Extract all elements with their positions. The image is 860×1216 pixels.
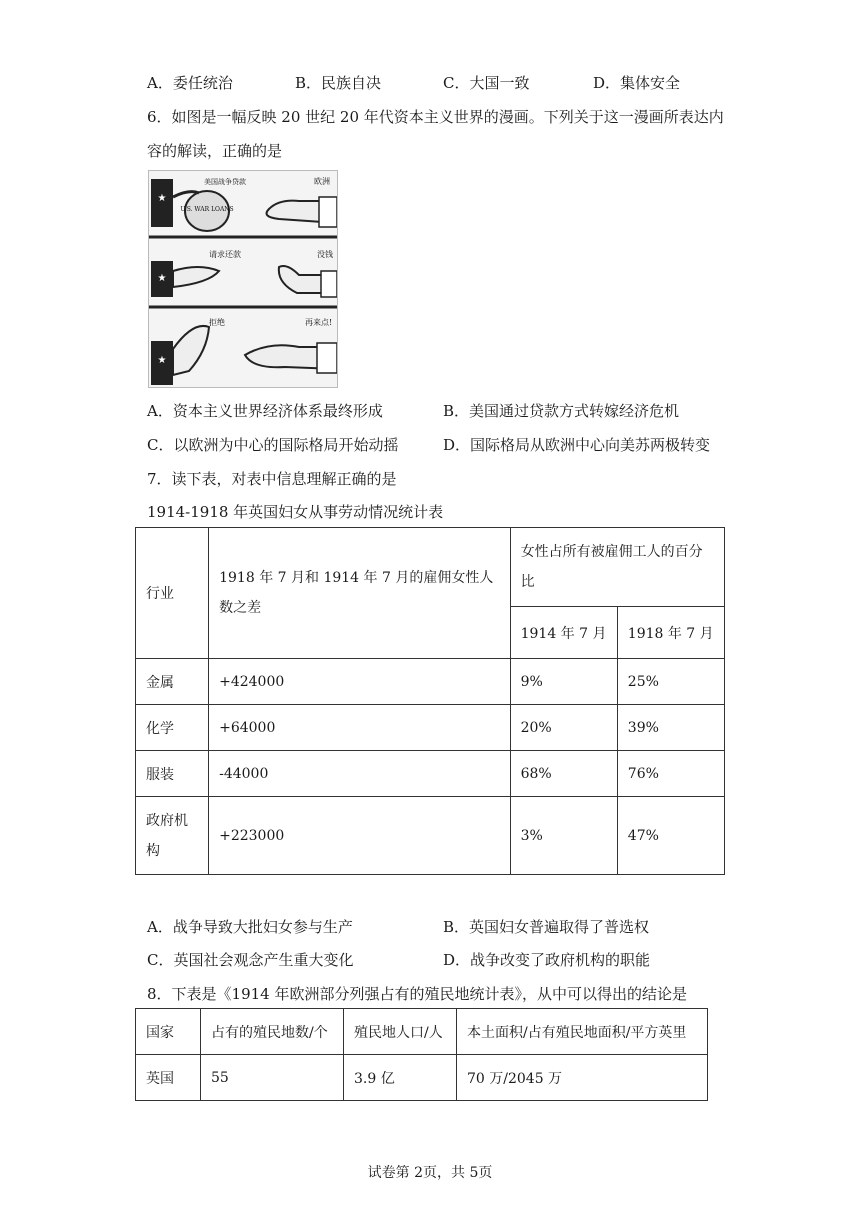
- q5-option-d: D．集体安全: [593, 74, 681, 92]
- cell-industry: 服装: [136, 751, 209, 797]
- q7-table: [135, 527, 725, 875]
- q8-stem: 8．下表是《1914 年欧洲部分列强占有的殖民地统计表》，从中可以得出的结论是: [147, 985, 687, 1003]
- q6-stem-line1: 6．如图是一幅反映 20 世纪 20 年代资本主义世界的漫画。下列关于这一漫画所表达内: [147, 108, 724, 126]
- q5-option-b: B．民族自决: [295, 74, 382, 92]
- header-pop: 殖民地人口/人: [344, 1009, 457, 1055]
- table-row: [136, 751, 725, 797]
- header-area: 本土面积/占有殖民地面积/平方英里: [457, 1009, 708, 1055]
- cell-p1918: 47%: [617, 797, 724, 875]
- q7-table-title: 1914-1918 年英国妇女从事劳动情况统计表: [147, 503, 444, 521]
- table-row: [136, 797, 725, 875]
- cell-p1914: 9%: [510, 659, 617, 705]
- cell-p1918: 25%: [617, 659, 724, 705]
- cartoon-label-nomoney: 没钱: [317, 250, 333, 259]
- q6-option-a: A．资本主义世界经济体系最终形成: [147, 402, 383, 420]
- header-diff: 1918 年 7 月和 1914 年 7 月的雇佣女性人数之差: [209, 528, 511, 659]
- q6-option-c: C．以欧洲为中心的国际格局开始动摇: [147, 436, 399, 454]
- cell-diff: +223000: [209, 797, 511, 875]
- cell-p1918: 39%: [617, 705, 724, 751]
- money-bag-label: U.S. WAR LOANS: [180, 206, 234, 213]
- q7-option-c: C．英国社会观念产生重大变化: [147, 951, 354, 969]
- cell-area: 70 万/2045 万: [457, 1055, 708, 1101]
- header-1918: 1918 年 7 月: [617, 607, 724, 659]
- cell-industry: 化学: [136, 705, 209, 751]
- q7-option-d: D．战争改变了政府机构的职能: [443, 951, 651, 969]
- svg-text:★: ★: [157, 273, 167, 284]
- q6-option-d: D．国际格局从欧洲中心向美苏两极转变: [443, 436, 711, 454]
- cartoon-drawing: [149, 171, 337, 387]
- q6-option-b: B．美国通过贷款方式转嫁经济危机: [443, 402, 680, 420]
- q5-option-c: C．大国一致: [443, 74, 530, 92]
- cell-count: 55: [201, 1055, 344, 1101]
- table-row: [136, 705, 725, 751]
- cell-industry: 金属: [136, 659, 209, 705]
- page-footer: 试卷第 2页，共 5页: [367, 1165, 493, 1181]
- q7-option-a: A．战争导致大批妇女参与生产: [147, 918, 353, 936]
- q7-option-b: B．英国妇女普遍取得了普选权: [443, 918, 650, 936]
- cell-p1914: 3%: [510, 797, 617, 875]
- cell-diff: -44000: [209, 751, 511, 797]
- cell-pop: 3.9 亿: [344, 1055, 457, 1101]
- cell-country: 英国: [136, 1055, 201, 1101]
- q8-table: [135, 1008, 708, 1101]
- cell-diff: +424000: [209, 659, 511, 705]
- cell-p1914: 68%: [510, 751, 617, 797]
- header-industry: 行业: [136, 528, 209, 659]
- table-row: [136, 1055, 708, 1101]
- q7-stem: 7．读下表，对表中信息理解正确的是: [147, 470, 397, 488]
- cell-p1918: 76%: [617, 751, 724, 797]
- cartoon-label-more: 再来点!: [305, 318, 333, 327]
- cartoon-label-refuse: 拒绝: [209, 318, 225, 327]
- header-country: 国家: [136, 1009, 201, 1055]
- header-pct: 女性占所有被雇佣工人的百分比: [510, 528, 724, 607]
- header-count: 占有的殖民地数/个: [201, 1009, 344, 1055]
- q6-stem-line2: 容的解读，正确的是: [147, 142, 283, 160]
- table-row: [136, 659, 725, 705]
- cartoon-image: [148, 170, 338, 388]
- cartoon-label-request: 请求还款: [209, 250, 241, 259]
- cell-diff: +64000: [209, 705, 511, 751]
- cell-industry: 政府机构: [136, 797, 209, 875]
- cartoon-label-loans: 美国战争贷款: [204, 178, 246, 186]
- q5-option-a: A．委任统治: [147, 74, 233, 92]
- header-1914: 1914 年 7 月: [510, 607, 617, 659]
- cartoon-label-europe: 欧洲: [314, 177, 330, 186]
- cell-p1914: 20%: [510, 705, 617, 751]
- svg-text:★: ★: [157, 193, 167, 204]
- svg-text:★: ★: [157, 355, 167, 366]
